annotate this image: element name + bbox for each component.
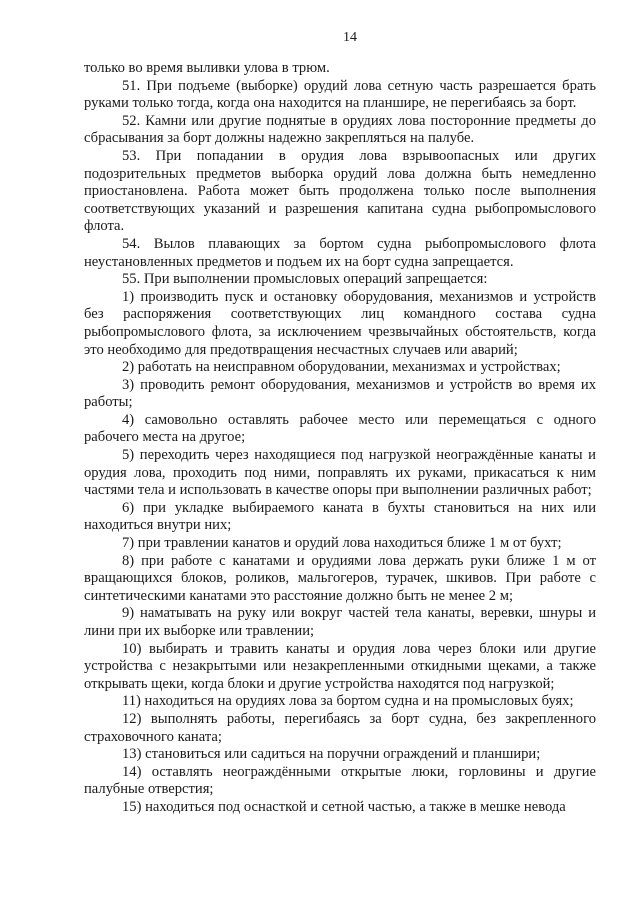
page-number: 14: [343, 30, 357, 45]
paragraph: 5) переходить через находящиеся под нагрузкой неограждённые канаты и орудия лова, проходить под ними, поправлять их руками, прикасаться к ним частями тела и использовать в качестве опоры при выполнении различных работ;: [84, 447, 596, 499]
paragraph: 11) находиться на орудиях лова за бортом судна и на промысловых буях;: [122, 693, 574, 710]
paragraph: 1) производить пуск и остановку оборудования, механизмов и устройств без распоряжения соответствующих лиц командного состава судна рыбопромыслового флота, за исключением чрезвычайных обстоятельств, когда это необходимо для предотвращения несчастных случаев или аварий;: [84, 288, 596, 358]
body-text: [84, 60, 596, 817]
paragraph: 55. При выполнении промысловых операций запрещается:: [122, 271, 488, 288]
paragraph: только во время выливки улова в трюм.: [84, 60, 330, 76]
paragraph: 9) наматывать на руку или вокруг частей тела канаты, веревки, шнуры и лини при их выборке или травлении;: [84, 605, 596, 639]
paragraph: 54. Вылов плавающих за бортом судна рыбопромыслового флота неустановленных предметов и подъем их на борт судна запрещается.: [84, 235, 596, 270]
paragraph: 7) при травлении канатов и орудий лова находиться ближе 1 м от бухт;: [122, 535, 562, 552]
paragraph: 3) проводить ремонт оборудования, механизмов и устройств во время их работы;: [84, 376, 596, 411]
paragraph: 10) выбирать и травить канаты и орудия лова через блоки или другие устройства с незакрытыми или незакрепленными откидными щеками, а также открывать щеки, когда блоки и другие устройства находятся под нагрузкой;: [84, 640, 596, 692]
paragraph: 13) становиться или садиться на поручни ограждений и планшири;: [122, 746, 541, 763]
paragraph: 4) самовольно оставлять рабочее место или перемещаться с одного рабочего места на другое;: [84, 411, 596, 446]
paragraph: 51. При подъеме (выборке) орудий лова сетную часть разрешается брать руками только тогда, когда она находится на планшире, не перегибаясь за борт.: [84, 77, 596, 112]
paragraph: 6) при укладке выбираемого каната в бухты становиться на них или находиться внутри них;: [84, 499, 596, 534]
paragraph: 12) выполнять работы, перегибаясь за борт судна, без закрепленного страховочного каната;: [84, 710, 596, 745]
paragraph: 15) находиться под оснасткой и сетной частью, а также в мешке невода: [122, 798, 566, 815]
paragraph: 2) работать на неисправном оборудовании, механизмах и устройствах;: [122, 359, 561, 376]
paragraph: 52. Камни или другие поднятые в орудиях лова посторонние предметы до сбрасывания за борт должны надежно закрепляться на палубе.: [84, 112, 596, 147]
paragraph: 53. При попадании в орудия лова взрывоопасных или других подозрительных предметов выборка орудий лова должна быть немедленно приостановлена. Работа может быть продолжена только после выполнения соответствующих указаний и разрешения капитана судна рыбопромыслового флота.: [84, 147, 596, 235]
paragraph: 14) оставлять неограждёнными открытые люки, горловины и другие палубные отверстия;: [84, 763, 596, 798]
paragraph: 8) при работе с канатами и орудиями лова держать руки ближе 1 м от вращающихся блоков, роликов, мальгогеров, турачек, шкивов. При работе с синтетическими канатами это расстояние должно быть не менее 2 м;: [84, 552, 596, 604]
